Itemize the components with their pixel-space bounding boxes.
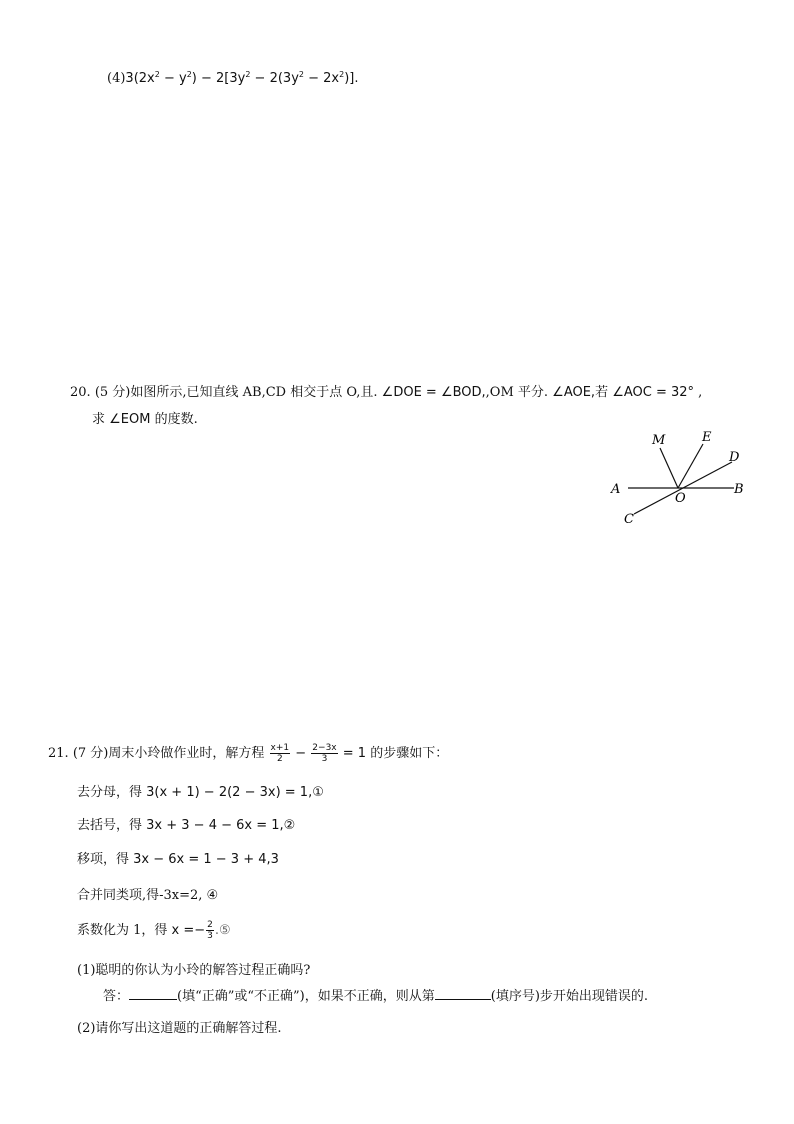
label-B: B	[734, 482, 744, 497]
fraction-2: $\frac{2-3x}{3}$	[312, 743, 337, 764]
step2-label: 去括号，得	[77, 818, 147, 833]
q20-line2-end: 的度数.	[150, 412, 198, 427]
step3-math: 3x − 6x = 1 − 3 + 4,3	[133, 852, 279, 867]
q20-points: (5 分)	[94, 385, 131, 400]
q21-points: (7 分)	[72, 746, 109, 761]
step3-label: 移项，得	[77, 852, 134, 867]
q21-answer-line	[103, 987, 648, 1006]
q20-math-c: ∠AOC = 32°	[612, 385, 695, 400]
q20-text-b: ,OM 平分.	[485, 385, 553, 400]
answer-end: (填序号)步开始出现错误的.	[490, 989, 649, 1004]
q20-text-c: 若	[595, 385, 613, 400]
answer-prefix: 答：	[103, 989, 130, 1004]
ray-OE	[678, 444, 703, 488]
q20-line1	[70, 384, 702, 402]
q21-sub1: (1)聪明的你认为小玲的解答过程正确吗?	[77, 963, 311, 978]
angle-figure	[608, 424, 758, 534]
step2-math: 3x + 3 − 4 − 6x = 1,②	[146, 818, 296, 833]
q19-4-math: $3(2x^2 - y^2) - 2[3y^2 - 2(3y^2 - 2x^2)]$.	[125, 70, 359, 86]
q20-number: 20.	[70, 385, 91, 400]
ray-OM	[660, 448, 678, 488]
q20-line2-text: 求	[92, 412, 110, 427]
label-E: E	[702, 430, 712, 445]
q21-eq-end: = 1	[338, 746, 367, 761]
label-M: M	[652, 433, 666, 448]
q19-4-expression	[107, 66, 358, 88]
step1-label: 去分母，得	[77, 785, 147, 800]
q21-sub2: (2)请你写出这道题的正确解答过程.	[77, 1021, 282, 1036]
q19-4-label: (4)	[107, 71, 126, 86]
q20-math-a: ∠DOE = ∠BOD,	[381, 385, 486, 400]
label-A: A	[611, 482, 621, 497]
q21-number: 21.	[48, 746, 69, 761]
q21-step2	[77, 817, 295, 835]
fraction-step5: $\frac{2}{3}$	[207, 920, 213, 941]
q21-step1	[77, 784, 324, 802]
fraction-1: $\frac{x+1}{2}$	[270, 743, 290, 764]
q20-text-a: 如图所示,已知直线 AB,CD 相交于点 O,且.	[130, 385, 382, 400]
q21-minus: −	[291, 746, 311, 761]
step5-label: 系数化为 1，得	[77, 923, 172, 938]
q20-line2-math: ∠EOM	[109, 412, 151, 427]
answer-blank-2[interactable]	[435, 987, 491, 1000]
label-D: D	[729, 450, 740, 465]
label-C: C	[624, 512, 634, 527]
label-O: O	[675, 491, 686, 506]
answer-mid: (填“正确”或“不正确”)，如果不正确，则从第	[177, 989, 435, 1004]
q21-intro: 周末小玲做作业时，解方程	[108, 746, 269, 761]
step5-end: .⑤	[214, 923, 231, 938]
answer-blank-1[interactable]	[129, 987, 177, 1000]
q21-header	[48, 743, 448, 764]
step5-math: x =−	[171, 923, 206, 938]
q20-line2	[92, 411, 198, 429]
q20-text-d: ,	[694, 385, 703, 400]
q20-math-b: ∠AOE,	[552, 385, 596, 400]
q21-intro-end: 的步骤如下：	[366, 746, 449, 761]
q21-step5	[77, 920, 231, 941]
q21-step3	[77, 851, 279, 869]
q21-step4: 合并同类项,得-3x=2, ④	[77, 888, 219, 903]
step1-math: 3(x + 1) − 2(2 − 3x) = 1,①	[146, 785, 324, 800]
